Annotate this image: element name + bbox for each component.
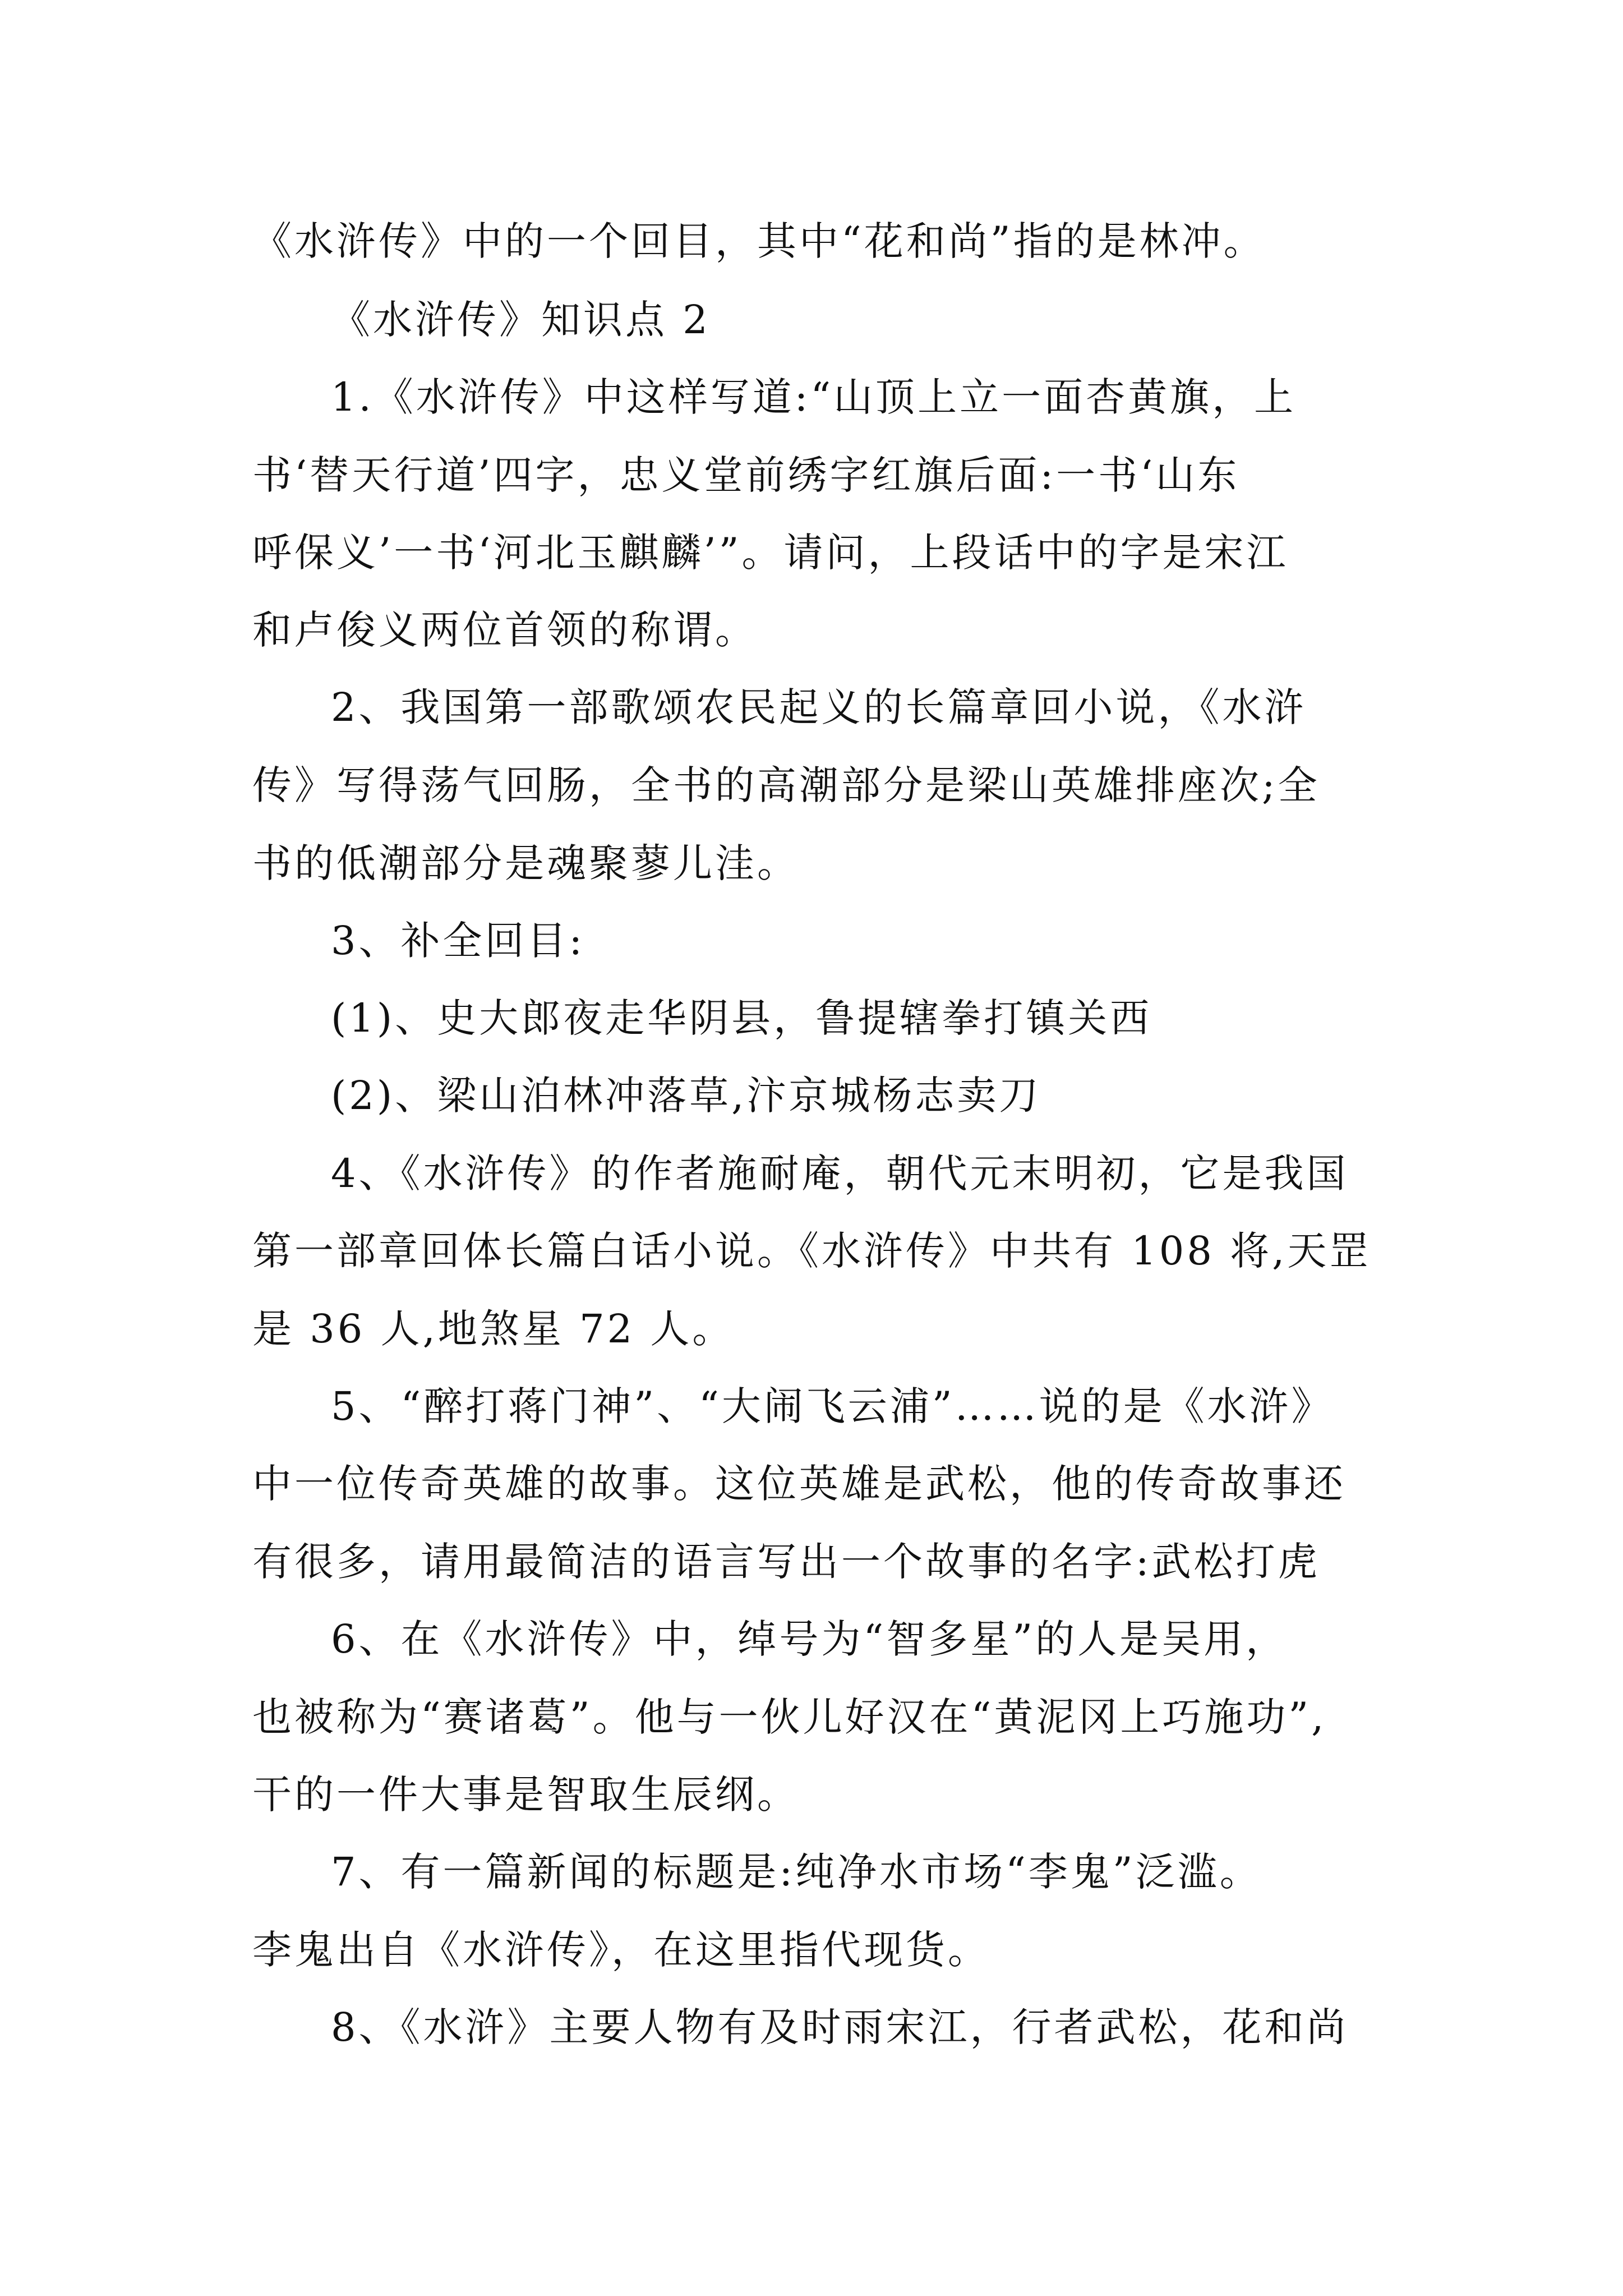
text-line: 也被称为“赛诸葛”。他与一伙儿好汉在“黄泥冈上巧施功”, bbox=[252, 1694, 1327, 1740]
text-line: 和卢俊义两位首领的称谓。 bbox=[252, 607, 757, 653]
text-line: 8、《水浒》主要人物有及时雨宋江，行者武松，花和尚 bbox=[331, 2004, 1349, 2050]
text-line: 呼保义’一书‘河北玉麒麟’”。请问，上段话中的字是宋江 bbox=[252, 530, 1289, 576]
text-line: 《水浒传》中的一个回目，其中“花和尚”指的是林冲。 bbox=[252, 218, 1266, 264]
text-line: 书的低潮部分是魂聚蓼儿洼。 bbox=[252, 840, 799, 886]
text-line: 李鬼出自《水浒传》，在这里指代现货。 bbox=[252, 1927, 990, 1973]
text-line: (2)、梁山泊林冲落草,汴京城杨志卖刀 bbox=[331, 1073, 1041, 1119]
text-line: (1)、史大郎夜走华阴县，鲁提辖拳打镇关西 bbox=[331, 995, 1152, 1041]
text-line: 书‘替天行道’四字，忠义堂前绣字红旗后面:一书‘山东 bbox=[252, 452, 1240, 498]
text-line: 第一部章回体长篇白话小说。《水浒传》中共有 108 将,天罡 bbox=[252, 1228, 1372, 1274]
text-line: 是 36 人,地煞星 72 人。 bbox=[252, 1306, 735, 1352]
text-line: 4、《水浒传》的作者施耐庵，朝代元末明初，它是我国 bbox=[331, 1151, 1349, 1197]
text-line: 1.《水浒传》中这样写道:“山顶上立一面杏黄旗，上 bbox=[331, 374, 1297, 420]
section-heading: 《水浒传》知识点 2 bbox=[331, 297, 711, 343]
text-line: 7、有一篇新闻的标题是:纯净水市场“李鬼”泛滥。 bbox=[331, 1849, 1262, 1895]
text-line: 2、我国第一部歌颂农民起义的长篇章回小说，《水浒 bbox=[331, 684, 1307, 730]
text-line: 中一位传奇英雄的故事。这位英雄是武松，他的传奇故事还 bbox=[252, 1461, 1346, 1507]
text-line: 干的一件大事是智取生辰纲。 bbox=[252, 1772, 799, 1818]
text-line: 有很多，请用最简洁的语言写出一个故事的名字:武松打虎 bbox=[252, 1539, 1320, 1585]
text-line: 3、补全回目: bbox=[331, 918, 585, 964]
text-line: 6、在《水浒传》中，绰号为“智多星”的人是吴用， bbox=[331, 1616, 1288, 1662]
text-line: 5、“醉打蒋门神”、“大闹飞云浦”……说的是《水浒》 bbox=[331, 1383, 1334, 1429]
text-line: 传》写得荡气回肠，全书的高潮部分是梁山英雄排座次;全 bbox=[252, 762, 1320, 808]
